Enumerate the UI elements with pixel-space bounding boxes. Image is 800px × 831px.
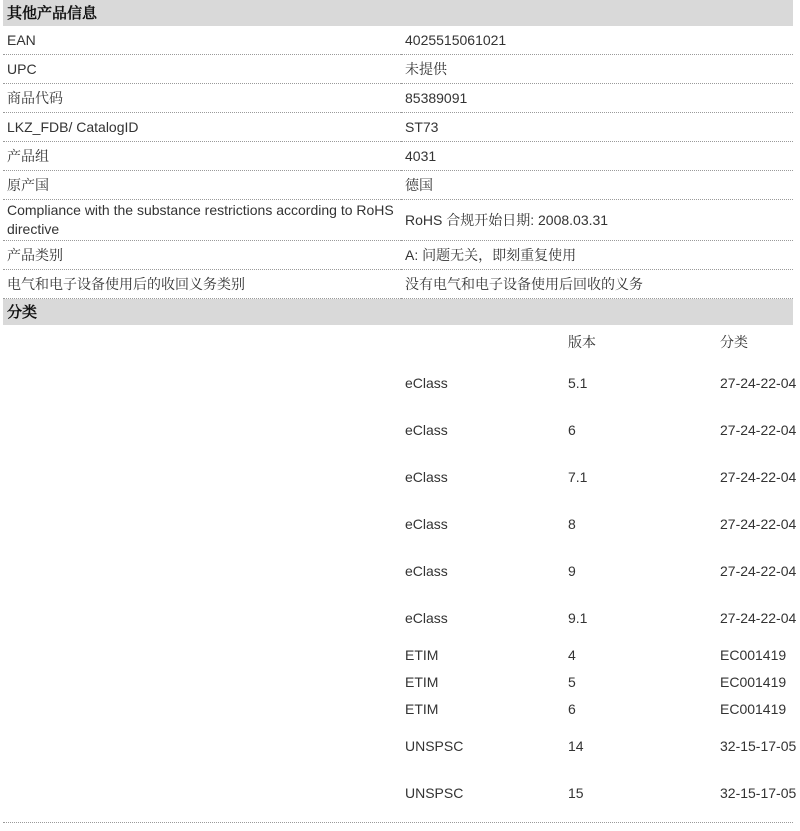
classification-header: 分类 <box>3 299 793 325</box>
classification-row <box>401 547 800 594</box>
classification-row <box>401 359 800 406</box>
classification-row <box>401 406 800 453</box>
version-cell: 5.1 <box>568 374 588 391</box>
system-cell: ETIM <box>405 646 439 663</box>
product-info-panel <box>3 0 797 823</box>
info-label: 商品代码 <box>3 84 401 113</box>
system-cell: eClass <box>405 421 448 438</box>
info-value: ST73 <box>401 113 793 142</box>
info-label: Compliance with the substance restrictions according to RoHS directive <box>3 200 401 241</box>
version-cell: 9 <box>568 562 576 579</box>
class-cell: 27-24-22-04 <box>720 374 797 391</box>
class-cell: EC001419 <box>720 646 787 663</box>
version-cell: 6 <box>568 421 576 438</box>
info-value: 4025515061021 <box>401 26 793 55</box>
info-label: UPC <box>3 55 401 84</box>
info-row-commodity-code <box>3 84 793 113</box>
class-column-header: 分类 <box>720 334 748 350</box>
system-cell: eClass <box>405 515 448 532</box>
version-cell: 6 <box>568 700 576 717</box>
info-row-catalog-id <box>3 113 793 142</box>
classification-row <box>401 769 800 816</box>
info-label: 产品类别 <box>3 241 401 270</box>
info-row-upc <box>3 55 793 84</box>
info-row-product-group <box>3 142 793 171</box>
other-info-header: 其他产品信息 <box>3 0 793 26</box>
class-cell: EC001419 <box>720 673 787 690</box>
classification-row <box>401 594 800 641</box>
version-cell: 9.1 <box>568 609 588 626</box>
class-cell: 32-15-17-05 <box>720 784 797 801</box>
system-cell: UNSPSC <box>405 784 464 801</box>
version-cell: 8 <box>568 515 576 532</box>
classification-section <box>3 325 797 823</box>
system-column-header <box>401 325 564 359</box>
info-row-ean <box>3 26 793 55</box>
info-label: 原产国 <box>3 171 401 200</box>
version-cell: 5 <box>568 673 576 690</box>
info-value: 未提供 <box>401 55 793 84</box>
version-cell: 7.1 <box>568 468 588 485</box>
classification-header-row <box>401 325 800 359</box>
info-label: 产品组 <box>3 142 401 171</box>
info-row-product-category <box>3 241 793 270</box>
classification-row <box>401 722 800 769</box>
classification-row <box>401 500 800 547</box>
classification-row <box>401 668 800 695</box>
system-cell: eClass <box>405 562 448 579</box>
info-value: RoHS 合规开始日期: 2008.03.31 <box>401 200 793 241</box>
version-column-header: 版本 <box>568 334 596 350</box>
class-cell: 27-24-22-04 <box>720 562 797 579</box>
class-cell: 27-24-22-04 <box>720 421 797 438</box>
other-info-table <box>3 26 793 299</box>
system-cell: UNSPSC <box>405 737 464 754</box>
info-value: A: 问题无关，即刻重复使用 <box>401 241 793 270</box>
classification-row <box>401 453 800 500</box>
class-cell: 27-24-22-04 <box>720 515 797 532</box>
classification-row <box>401 695 800 722</box>
info-label: EAN <box>3 26 401 55</box>
classification-table <box>401 325 800 816</box>
classification-row <box>401 641 800 668</box>
system-cell: eClass <box>405 468 448 485</box>
class-cell: 27-24-22-04 <box>720 468 797 485</box>
class-cell: EC001419 <box>720 700 787 717</box>
info-value: 85389091 <box>401 84 793 113</box>
system-cell: eClass <box>405 609 448 626</box>
version-cell: 14 <box>568 737 584 754</box>
system-cell: ETIM <box>405 673 439 690</box>
version-cell: 4 <box>568 646 576 663</box>
system-cell: eClass <box>405 374 448 391</box>
system-cell: ETIM <box>405 700 439 717</box>
info-value: 4031 <box>401 142 793 171</box>
info-label: LKZ_FDB/ CatalogID <box>3 113 401 142</box>
info-value: 德国 <box>401 171 793 200</box>
class-cell: 27-24-22-04 <box>720 609 797 626</box>
version-cell: 15 <box>568 784 584 801</box>
info-label: 电气和电子设备使用后的收回义务类别 <box>3 270 401 299</box>
info-row-weee-category <box>3 270 793 299</box>
info-value: 没有电气和电子设备使用后回收的义务 <box>401 270 793 299</box>
info-row-rohs <box>3 200 793 241</box>
info-row-country-of-origin <box>3 171 793 200</box>
class-cell: 32-15-17-05 <box>720 737 797 754</box>
